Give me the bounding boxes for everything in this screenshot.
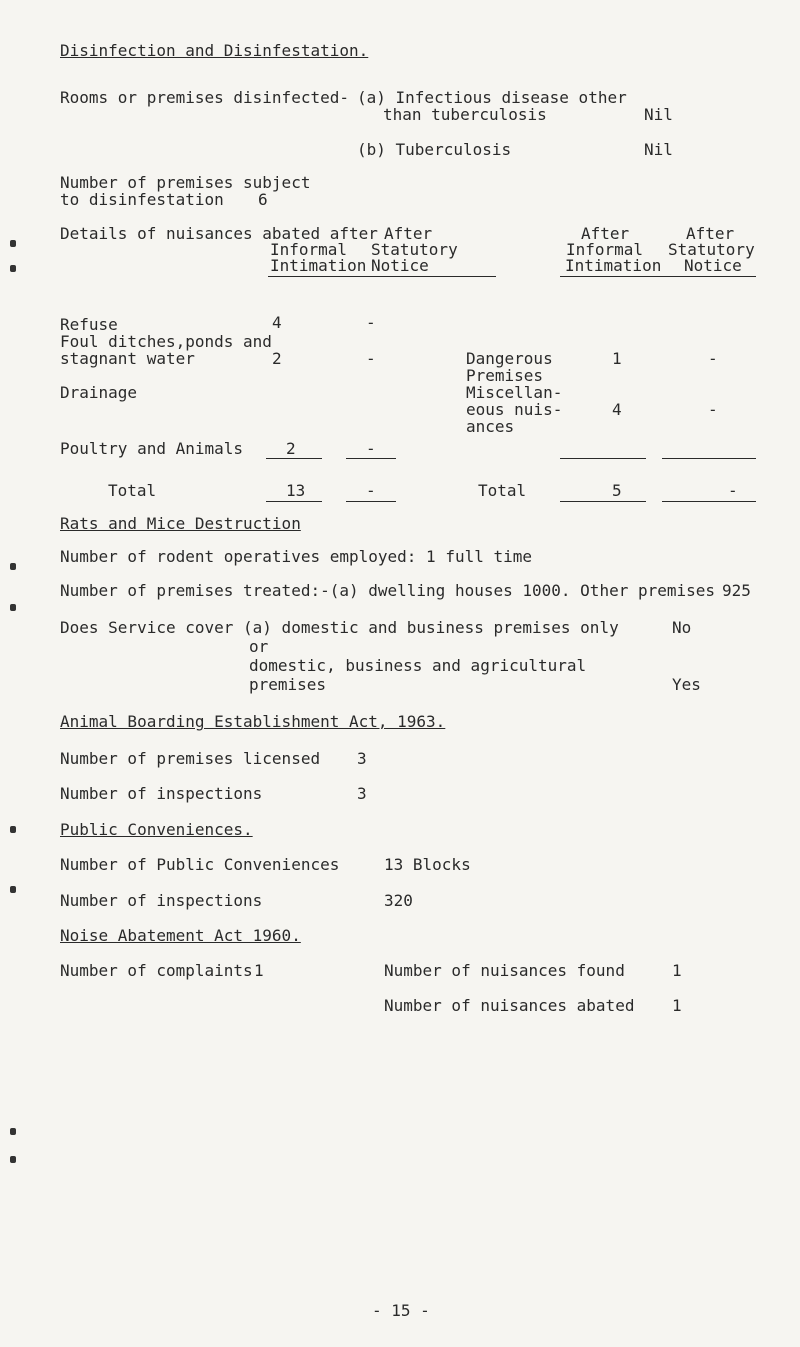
noise-found-label: Number of nuisances found <box>384 961 625 980</box>
row-ditches-statutory: - <box>366 349 376 368</box>
disinfestation-label-line1: Number of premises subject <box>60 173 311 192</box>
row-dangerous-statutory: - <box>708 349 718 368</box>
page-number: - 15 - <box>372 1301 430 1320</box>
noise-complaints-label: Number of complaints <box>60 961 253 980</box>
rats-operatives: Number of rodent operatives employed: 1 full time <box>60 547 533 566</box>
rats-heading: Rats and Mice Destruction <box>60 514 301 533</box>
noise-heading: Noise Abatement Act 1960. <box>60 926 301 945</box>
disinfection-b-value: Nil <box>644 140 673 159</box>
disinfestation-value: 6 <box>258 190 268 209</box>
left-total-label: Total <box>108 481 157 500</box>
noise-abated-value: 1 <box>672 996 682 1015</box>
right-subtotal-rule-statutory <box>662 458 756 459</box>
row-ditches-label: Foul ditches,ponds and <box>60 332 272 351</box>
right-total-statutory: - <box>728 481 738 500</box>
col4-header-line1: After <box>686 224 735 243</box>
col1-header-line3: Intimation <box>270 256 367 275</box>
row-dangerous-label-cont: Premises <box>466 366 544 385</box>
row-dangerous-informal: 1 <box>612 349 622 368</box>
scan-mark <box>10 604 16 611</box>
right-total-label: Total <box>478 481 527 500</box>
row-poultry-informal: 2 <box>286 439 296 458</box>
scan-mark <box>10 265 16 272</box>
row-misc-label-cont: eous nuis- <box>466 400 563 419</box>
disinfection-a-value: Nil <box>644 105 673 124</box>
right-subtotal-rule-informal <box>560 458 646 459</box>
row-ditches-label-cont: stagnant water <box>60 349 195 368</box>
disinfestation-label-line2: to disinfestation <box>60 190 224 209</box>
rats-service-question: Does Service cover (a) domestic and business premises only <box>60 618 619 637</box>
public-conveniences-heading: Public Conveniences. <box>60 820 253 839</box>
header-rule-right <box>560 276 756 277</box>
row-refuse-informal: 4 <box>272 313 282 332</box>
col2-header-line1: After <box>384 224 433 243</box>
rats-service-question-alt-cont: premises <box>249 675 327 694</box>
row-drainage-label: Drainage <box>60 383 138 402</box>
col4-header-line3: Notice <box>684 256 742 275</box>
row-refuse-statutory: - <box>366 313 376 332</box>
col3-header-line1: After <box>581 224 630 243</box>
col2-header-line2: Statutory <box>371 240 458 259</box>
public-conveniences-count-label: Number of Public Conveniences <box>60 855 340 874</box>
public-conveniences-count-value: 13 Blocks <box>384 855 471 874</box>
row-refuse-label: Refuse <box>60 315 118 334</box>
row-poultry-label: Poultry and Animals <box>60 439 244 458</box>
noise-complaints-value: 1 <box>254 961 264 980</box>
disinfection-a-label: (a) Infectious disease other <box>357 88 627 107</box>
row-misc-label: Miscellan- <box>466 383 563 402</box>
col3-header-line2: Informal <box>566 240 644 259</box>
left-total-rule-statutory <box>346 501 396 502</box>
rats-premises-treated: Number of premises treated:-(a) dwelling houses 1000. Other premises <box>60 581 716 600</box>
rats-service-answer-yes: Yes <box>672 675 701 694</box>
row-misc-statutory: - <box>708 400 718 419</box>
scan-mark <box>10 563 16 570</box>
right-total-informal: 5 <box>612 481 622 500</box>
premises-licensed-value: 3 <box>357 749 367 768</box>
col1-header-line2: Informal <box>270 240 348 259</box>
row-misc-informal: 4 <box>612 400 622 419</box>
row-misc-label-cont2: ances <box>466 417 515 436</box>
scan-mark <box>10 826 16 833</box>
row-ditches-informal: 2 <box>272 349 282 368</box>
boarding-inspections-value: 3 <box>357 784 367 803</box>
col2-header-line3: Notice <box>371 256 429 275</box>
nuisances-intro: Details of nuisances abated after <box>60 224 378 243</box>
disinfection-a-label-cont: than tuberculosis <box>383 105 547 124</box>
col3-header-line3: Intimation <box>565 256 662 275</box>
left-total-informal: 13 <box>286 481 306 500</box>
right-total-rule-informal <box>560 501 646 502</box>
disinfection-b-label: (b) Tuberculosis <box>357 140 512 159</box>
scan-mark <box>10 1128 16 1135</box>
right-total-rule-statutory <box>662 501 756 502</box>
row-dangerous-label: Dangerous <box>466 349 553 368</box>
left-total-statutory: - <box>366 481 376 500</box>
conveniences-inspections-value: 320 <box>384 891 413 910</box>
rooms-disinfected-label: Rooms or premises disinfected- <box>60 88 349 107</box>
scan-mark <box>10 240 16 247</box>
rats-service-or: or <box>249 637 269 656</box>
page-title: Disinfection and Disinfestation. <box>60 41 369 60</box>
premises-licensed-label: Number of premises licensed <box>60 749 321 768</box>
noise-abated-label: Number of nuisances abated <box>384 996 635 1015</box>
left-subtotal-rule-statutory <box>346 458 396 459</box>
conveniences-inspections-label: Number of inspections <box>60 891 263 910</box>
scan-mark <box>10 886 16 893</box>
noise-found-value: 1 <box>672 961 682 980</box>
rats-other-premises-value: 925 <box>722 581 751 600</box>
boarding-inspections-label: Number of inspections <box>60 784 263 803</box>
scan-mark <box>10 1156 16 1163</box>
row-poultry-statutory: - <box>366 439 376 458</box>
left-total-rule-informal <box>266 501 322 502</box>
rats-service-answer-no: No <box>672 618 692 637</box>
animal-boarding-heading: Animal Boarding Establishment Act, 1963. <box>60 712 446 731</box>
rats-service-question-alt: domestic, business and agricultural <box>249 656 587 675</box>
header-rule-left <box>268 276 496 277</box>
col4-header-line2: Statutory <box>668 240 755 259</box>
left-subtotal-rule-informal <box>266 458 322 459</box>
